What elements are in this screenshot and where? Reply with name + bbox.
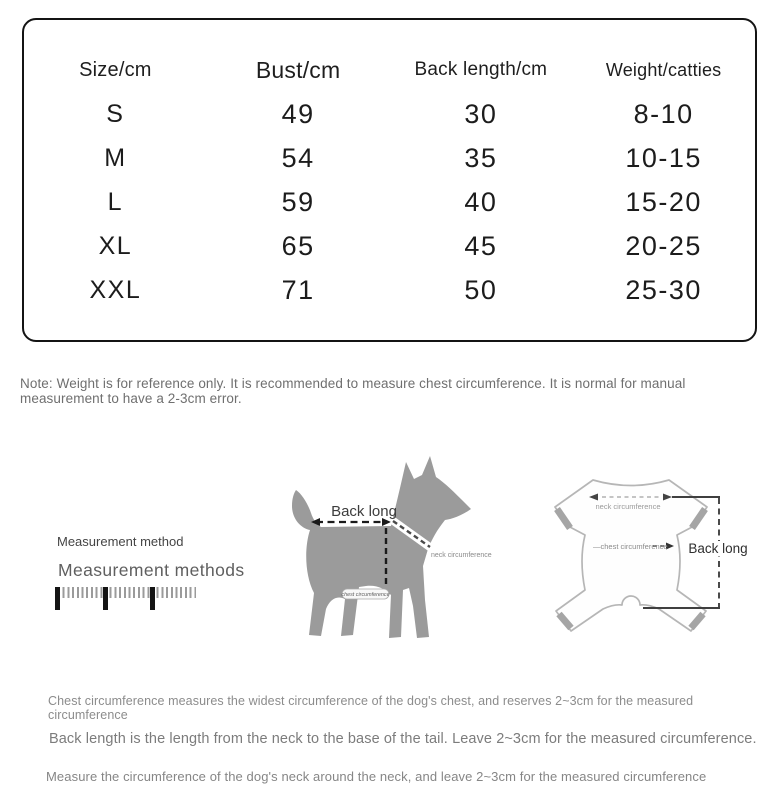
size-chart-table <box>22 18 757 342</box>
weight-cell: 10-15 <box>625 142 702 173</box>
measurement-method-label: Measurement method <box>57 534 184 549</box>
neck-circumference-label: neck circumference <box>431 552 492 559</box>
chest-circumference-label: —chest circumference <box>593 542 668 551</box>
back-long-label: Back long <box>331 503 397 520</box>
back-long-label: Back long <box>688 541 748 556</box>
weight-cell: 15-20 <box>625 186 702 217</box>
ruler-major-tick <box>103 587 108 610</box>
back-cell: 50 <box>464 274 498 305</box>
measurement-methods-title: Measurement methods <box>58 560 245 580</box>
bust-cell: 59 <box>281 186 315 217</box>
bust-cell: 54 <box>281 142 315 173</box>
back-cell: 40 <box>464 186 498 217</box>
dog-measurement-diagram <box>280 438 520 668</box>
back-cell: 30 <box>464 98 498 129</box>
weight-reference-note: Note: Weight is for reference only. It is recommended to measure chest circumference. It is normal for manual measurement to have a 2-3cm error. <box>20 376 686 406</box>
size-cell: S <box>106 99 125 128</box>
back-length-instruction: Back length is the length from the neck to the base of the tail. Leave 2~3cm for the measured circumference. <box>49 731 757 747</box>
size-cell: XL <box>98 231 133 260</box>
col-header-back-length: Back length/cm <box>414 59 548 80</box>
bust-cell: 49 <box>281 98 315 129</box>
ruler-major-tick <box>55 587 60 610</box>
weight-cell: 20-25 <box>625 230 702 261</box>
neck-instruction: Measure the circumference of the dog's neck around the neck, and leave 2~3cm for the measured circumference <box>46 769 707 784</box>
size-cell: M <box>104 143 127 172</box>
dog-silhouette-icon <box>292 456 471 638</box>
bust-cell: 71 <box>281 274 315 305</box>
neck-circumference-label: neck circumference <box>595 502 661 511</box>
back-cell: 35 <box>464 142 498 173</box>
garment-measurement-diagram <box>530 438 776 668</box>
weight-cell: 25-30 <box>625 274 702 305</box>
size-chart-grid <box>24 20 755 312</box>
chest-instruction: Chest circumference measures the widest circumference of the dog's chest, and reserves 2~3cm for the measured circumference <box>48 694 694 722</box>
size-cell: L <box>107 187 124 216</box>
ruler-icon <box>55 587 197 610</box>
col-header-weight: Weight/catties <box>605 59 722 80</box>
col-header-size: Size/cm <box>79 58 152 81</box>
bust-cell: 65 <box>281 230 315 261</box>
chest-circumference-label: chest circumference <box>341 592 390 599</box>
col-header-bust: Bust/cm <box>255 56 341 83</box>
ruler-minor-ticks <box>58 587 196 598</box>
ruler-major-tick <box>150 587 155 610</box>
weight-cell: 8-10 <box>633 98 694 129</box>
size-cell: XXL <box>89 275 142 304</box>
back-cell: 45 <box>464 230 498 261</box>
